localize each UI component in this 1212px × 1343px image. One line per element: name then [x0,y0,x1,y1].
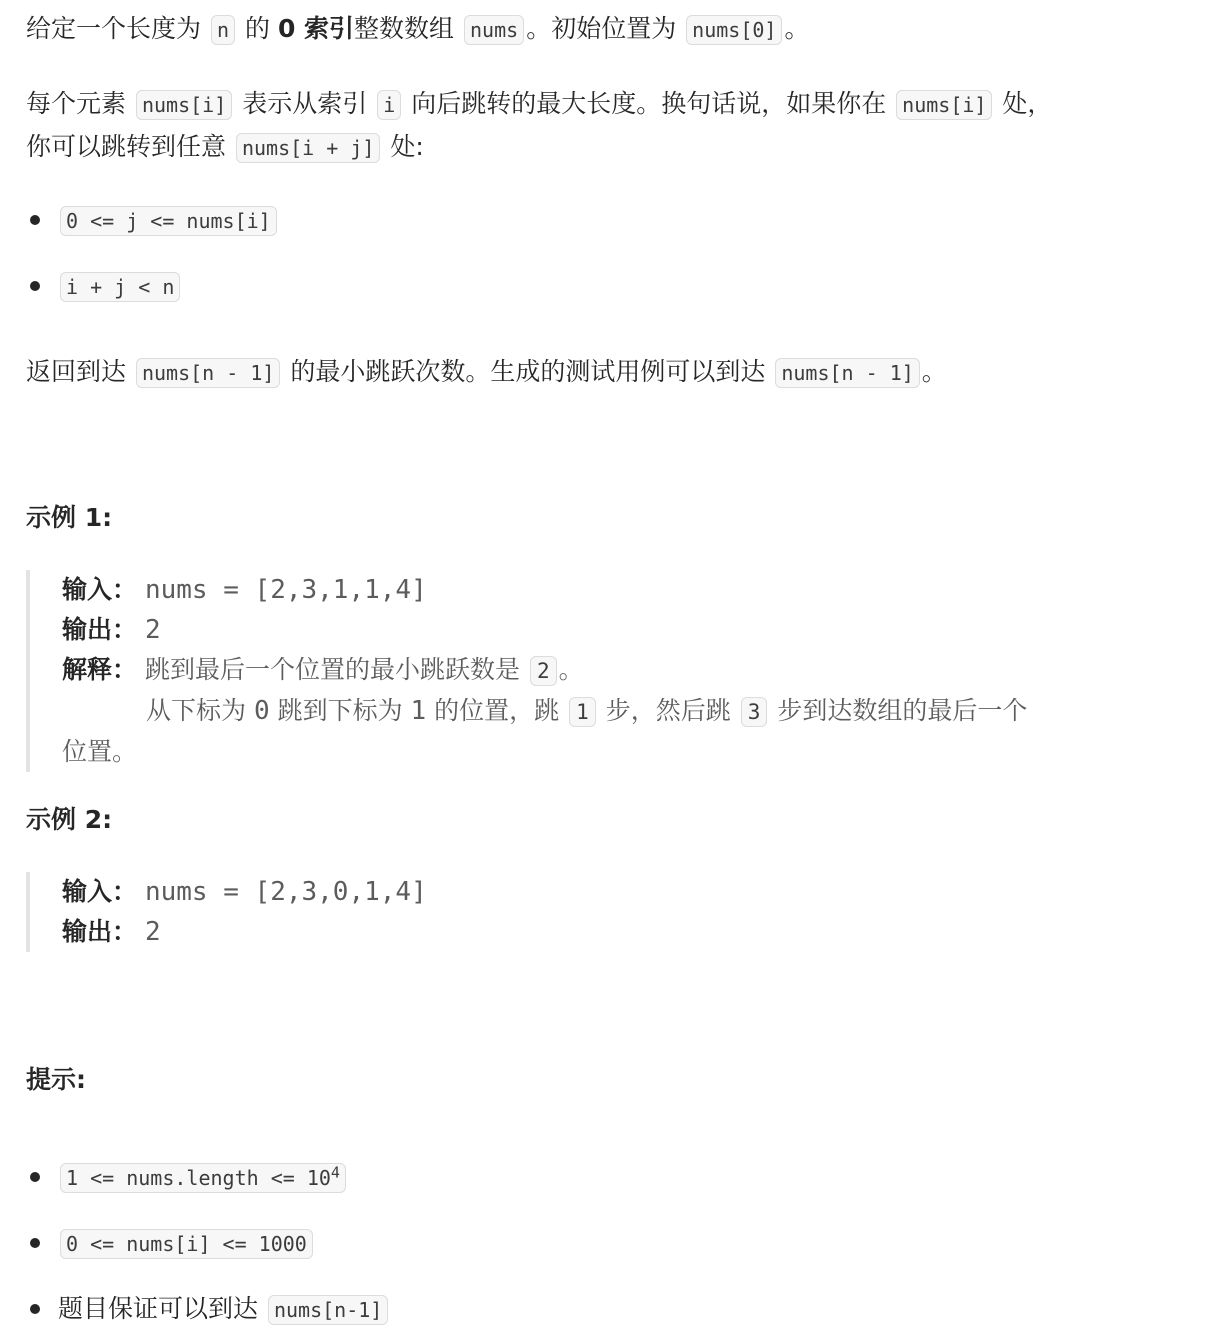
example-1-output-row [62,610,1188,650]
text: 。初始位置为 [526,14,677,43]
text: 整数数组 [354,14,455,43]
constraints-list [26,1144,1188,1342]
output-value: 2 [144,615,161,645]
bullet-icon [30,253,40,319]
list-item [26,1210,1188,1276]
example-2-output-row [62,912,1188,952]
input-value: nums = [2,3,1,1,4] [144,575,427,605]
bullet-icon [30,1210,40,1276]
text: 的最小跳跃次数。生成的测试用例可以到达 [290,357,766,386]
inline-code: nums[n - 1] [136,358,280,388]
inline-code: 2 [530,656,557,686]
example-1-input-row [62,570,1188,610]
example-1-explain-detail [62,691,1188,732]
inline-code: nums[0] [686,15,782,45]
text: 。 [558,655,584,684]
bullet-icon [30,187,40,253]
text: 处: [390,132,424,161]
mono-text: 1 [410,696,427,726]
example-2-block [26,872,1188,952]
output-value: 2 [144,917,161,947]
example-2-input-row [62,872,1188,912]
example-1-explain-row [62,650,1188,691]
text: 。 [921,357,947,386]
superscript: 4 [330,1163,340,1182]
list-item [26,1144,1188,1210]
text: 表示从索引 [242,89,368,118]
bold-text: 0 索引 [277,14,355,43]
explain-label: 解释： [62,655,138,684]
inline-code: nums[i] [136,90,232,120]
text: 题目保证可以到达 [58,1294,259,1323]
example-1-title: 示例 1: [26,503,113,532]
text: 处， [1002,89,1053,118]
inline-code: nums[i] [896,90,992,120]
inline-code: 0 <= nums[i] <= 1000 [60,1229,313,1259]
inline-code: nums[i + j] [236,133,380,163]
input-value: nums = [2,3,0,1,4] [144,877,427,907]
inline-code: 0 <= j <= nums[i] [60,206,277,236]
example-1-block [26,570,1188,772]
constraints-title: 提示: [26,1065,86,1094]
intro-paragraph [26,0,1188,51]
inline-code: i [377,90,401,120]
text: 你可以跳转到任意 [26,132,227,161]
inline-code: nums[n - 1] [775,358,919,388]
list-item [26,187,1188,253]
text: 跳到下标为 [277,696,403,725]
mono-text: 0 [253,696,270,726]
input-label: 输入： [62,877,138,906]
text: 给定一个长度为 [26,14,202,43]
text: 向后跳转的最大长度。换句话说，如果你在 [411,89,887,118]
inline-code: 3 [741,697,768,727]
text: 位置。 [62,737,138,766]
output-label: 输出： [62,917,138,946]
condition-list [26,187,1188,319]
text: 从下标为 [146,696,247,725]
output-label: 输出： [62,615,138,644]
list-item [26,253,1188,319]
text: 的位置，跳 [434,696,560,725]
text: 的 [244,14,270,43]
inline-code: i + j < n [60,272,180,302]
bullet-icon [30,1276,40,1342]
inline-code: 1 [569,697,596,727]
text: 。 [784,14,810,43]
bullet-icon [30,1144,40,1210]
text: 步到达数组的最后一个 [777,696,1028,725]
example-2-title: 示例 2: [26,805,113,834]
text: 每个元素 [26,89,127,118]
inline-code: nums[n-1] [268,1295,388,1325]
text: 步，然后跳 [605,696,731,725]
input-label: 输入： [62,575,138,604]
goal-paragraph [26,351,1188,394]
inline-code: nums [464,15,524,45]
code-text: 1 <= nums.length <= 10 [66,1166,331,1190]
text: 返回到达 [26,357,127,386]
inline-code [60,1163,346,1193]
inline-code: n [211,15,235,45]
text: 跳到最后一个位置的最小跳跃数是 [144,655,520,684]
example-1-explain-wrap [62,732,1188,772]
jump-rule-paragraph [26,83,1188,169]
list-item [26,1276,1188,1342]
